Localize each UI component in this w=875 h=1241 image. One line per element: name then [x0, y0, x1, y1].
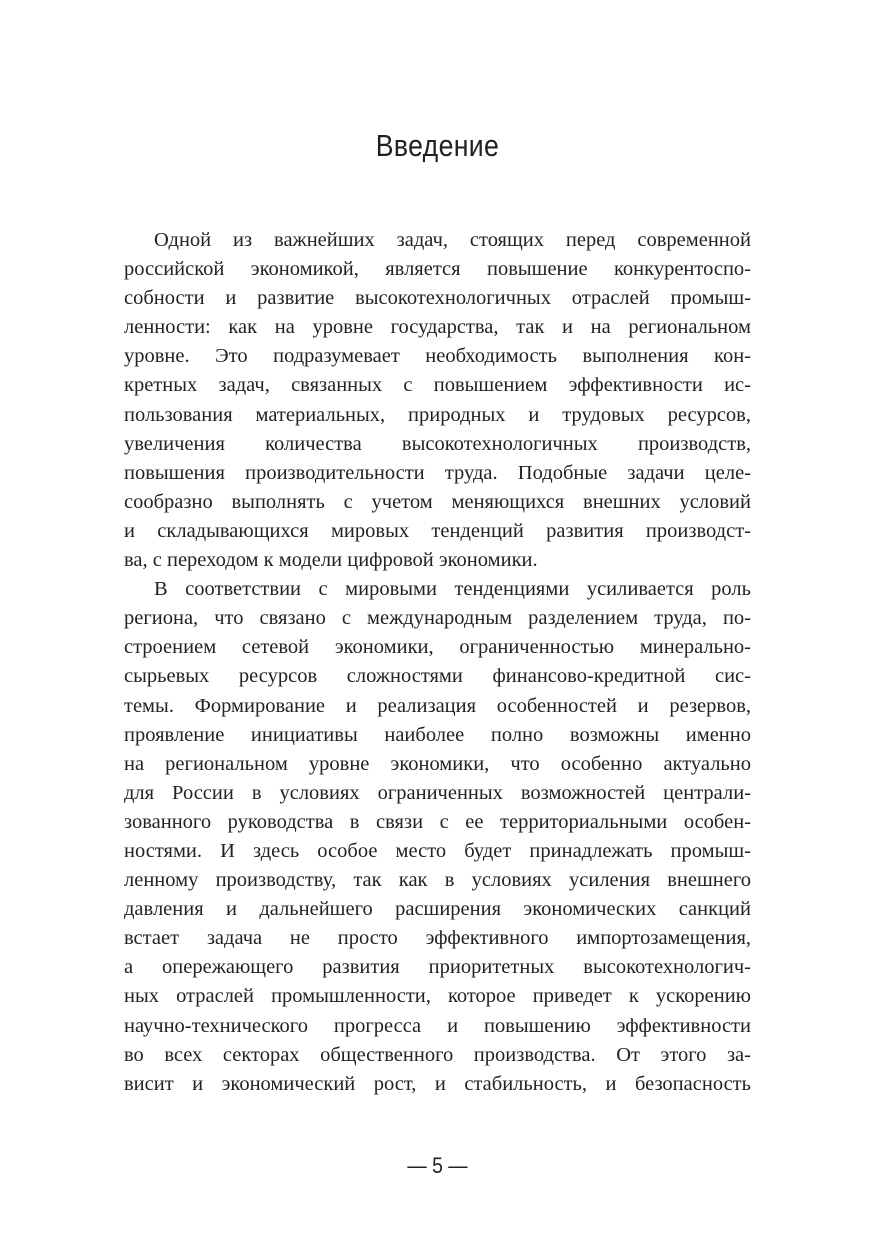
text-line: ва, с переходом к модели цифровой экономики.	[124, 549, 538, 572]
text-line: пользования материальных, природных и трудовых ресурсов,	[124, 403, 751, 426]
text-line: встает задача не просто эффективного импортозамещения,	[124, 927, 751, 950]
text-line: для России в условиях ограниченных возможностей централи-	[124, 781, 751, 804]
text-line: уровне. Это подразумевает необходимость выполнения кон-	[124, 345, 751, 368]
text-line: зованного руководства в связи с ее территориальными особен-	[124, 810, 751, 833]
text-line: строением сетевой экономики, ограниченностью минерально-	[124, 636, 751, 659]
text-line: на региональном уровне экономики, что особенно актуально	[124, 752, 751, 775]
chapter-heading: Введение	[375, 128, 500, 163]
text-line: и складывающихся мировых тенденций развития производст-	[124, 519, 751, 542]
text-line: собности и развитие высокотехнологичных отраслей промыш-	[124, 287, 751, 310]
text-line: давления и дальнейшего расширения экономических санкций	[124, 898, 751, 921]
text-line: ленному производству, так как в условиях усиления внешнего	[124, 869, 751, 892]
text-line: сообразно выполнять с учетом меняющихся внешних условий	[124, 490, 751, 513]
paragraph-1	[124, 226, 751, 575]
text-line: Одной из важнейших задач, стоящих перед современной	[154, 229, 751, 251]
text-line: ностями. И здесь особое место будет принадлежать промыш-	[124, 839, 751, 862]
text-line: кретных задач, связанных с повышением эффективности ис-	[124, 374, 751, 397]
text-line: ленности: как на уровне государства, так и на региональном	[124, 316, 751, 339]
text-line: во всех секторах общественного производства. От этого за-	[124, 1043, 751, 1066]
paragraph-2	[124, 575, 751, 1099]
page-number: — 5 —	[407, 1153, 468, 1178]
text-line: проявление инициативы наиболее полно возможны именно	[124, 723, 751, 746]
text-line: а опережающего развития приоритетных высокотехнологич-	[124, 956, 751, 979]
body-text	[124, 226, 751, 1099]
text-line: региона, что связано с международным разделением труда, по-	[124, 607, 751, 630]
text-line: повышения производительности труда. Подобные задачи целе-	[124, 461, 751, 484]
text-line: В соответствии с мировыми тенденциями усиливается роль	[154, 578, 751, 601]
text-line: темы. Формирование и реализация особенностей и резервов,	[124, 694, 751, 717]
text-line: научно-технического прогресса и повышению эффективности	[124, 1014, 751, 1037]
text-line: сырьевых ресурсов сложностями финансово-кредитной сис-	[124, 665, 751, 688]
text-line: ных отраслей промышленности, которое приведет к ускорению	[124, 985, 751, 1008]
text-line: увеличения количества высокотехнологичных производств,	[124, 432, 751, 455]
text-line: российской экономикой, является повышение конкурентоспо-	[124, 258, 751, 281]
text-line: висит и экономический рост, и стабильность, и безопасность	[124, 1072, 751, 1095]
